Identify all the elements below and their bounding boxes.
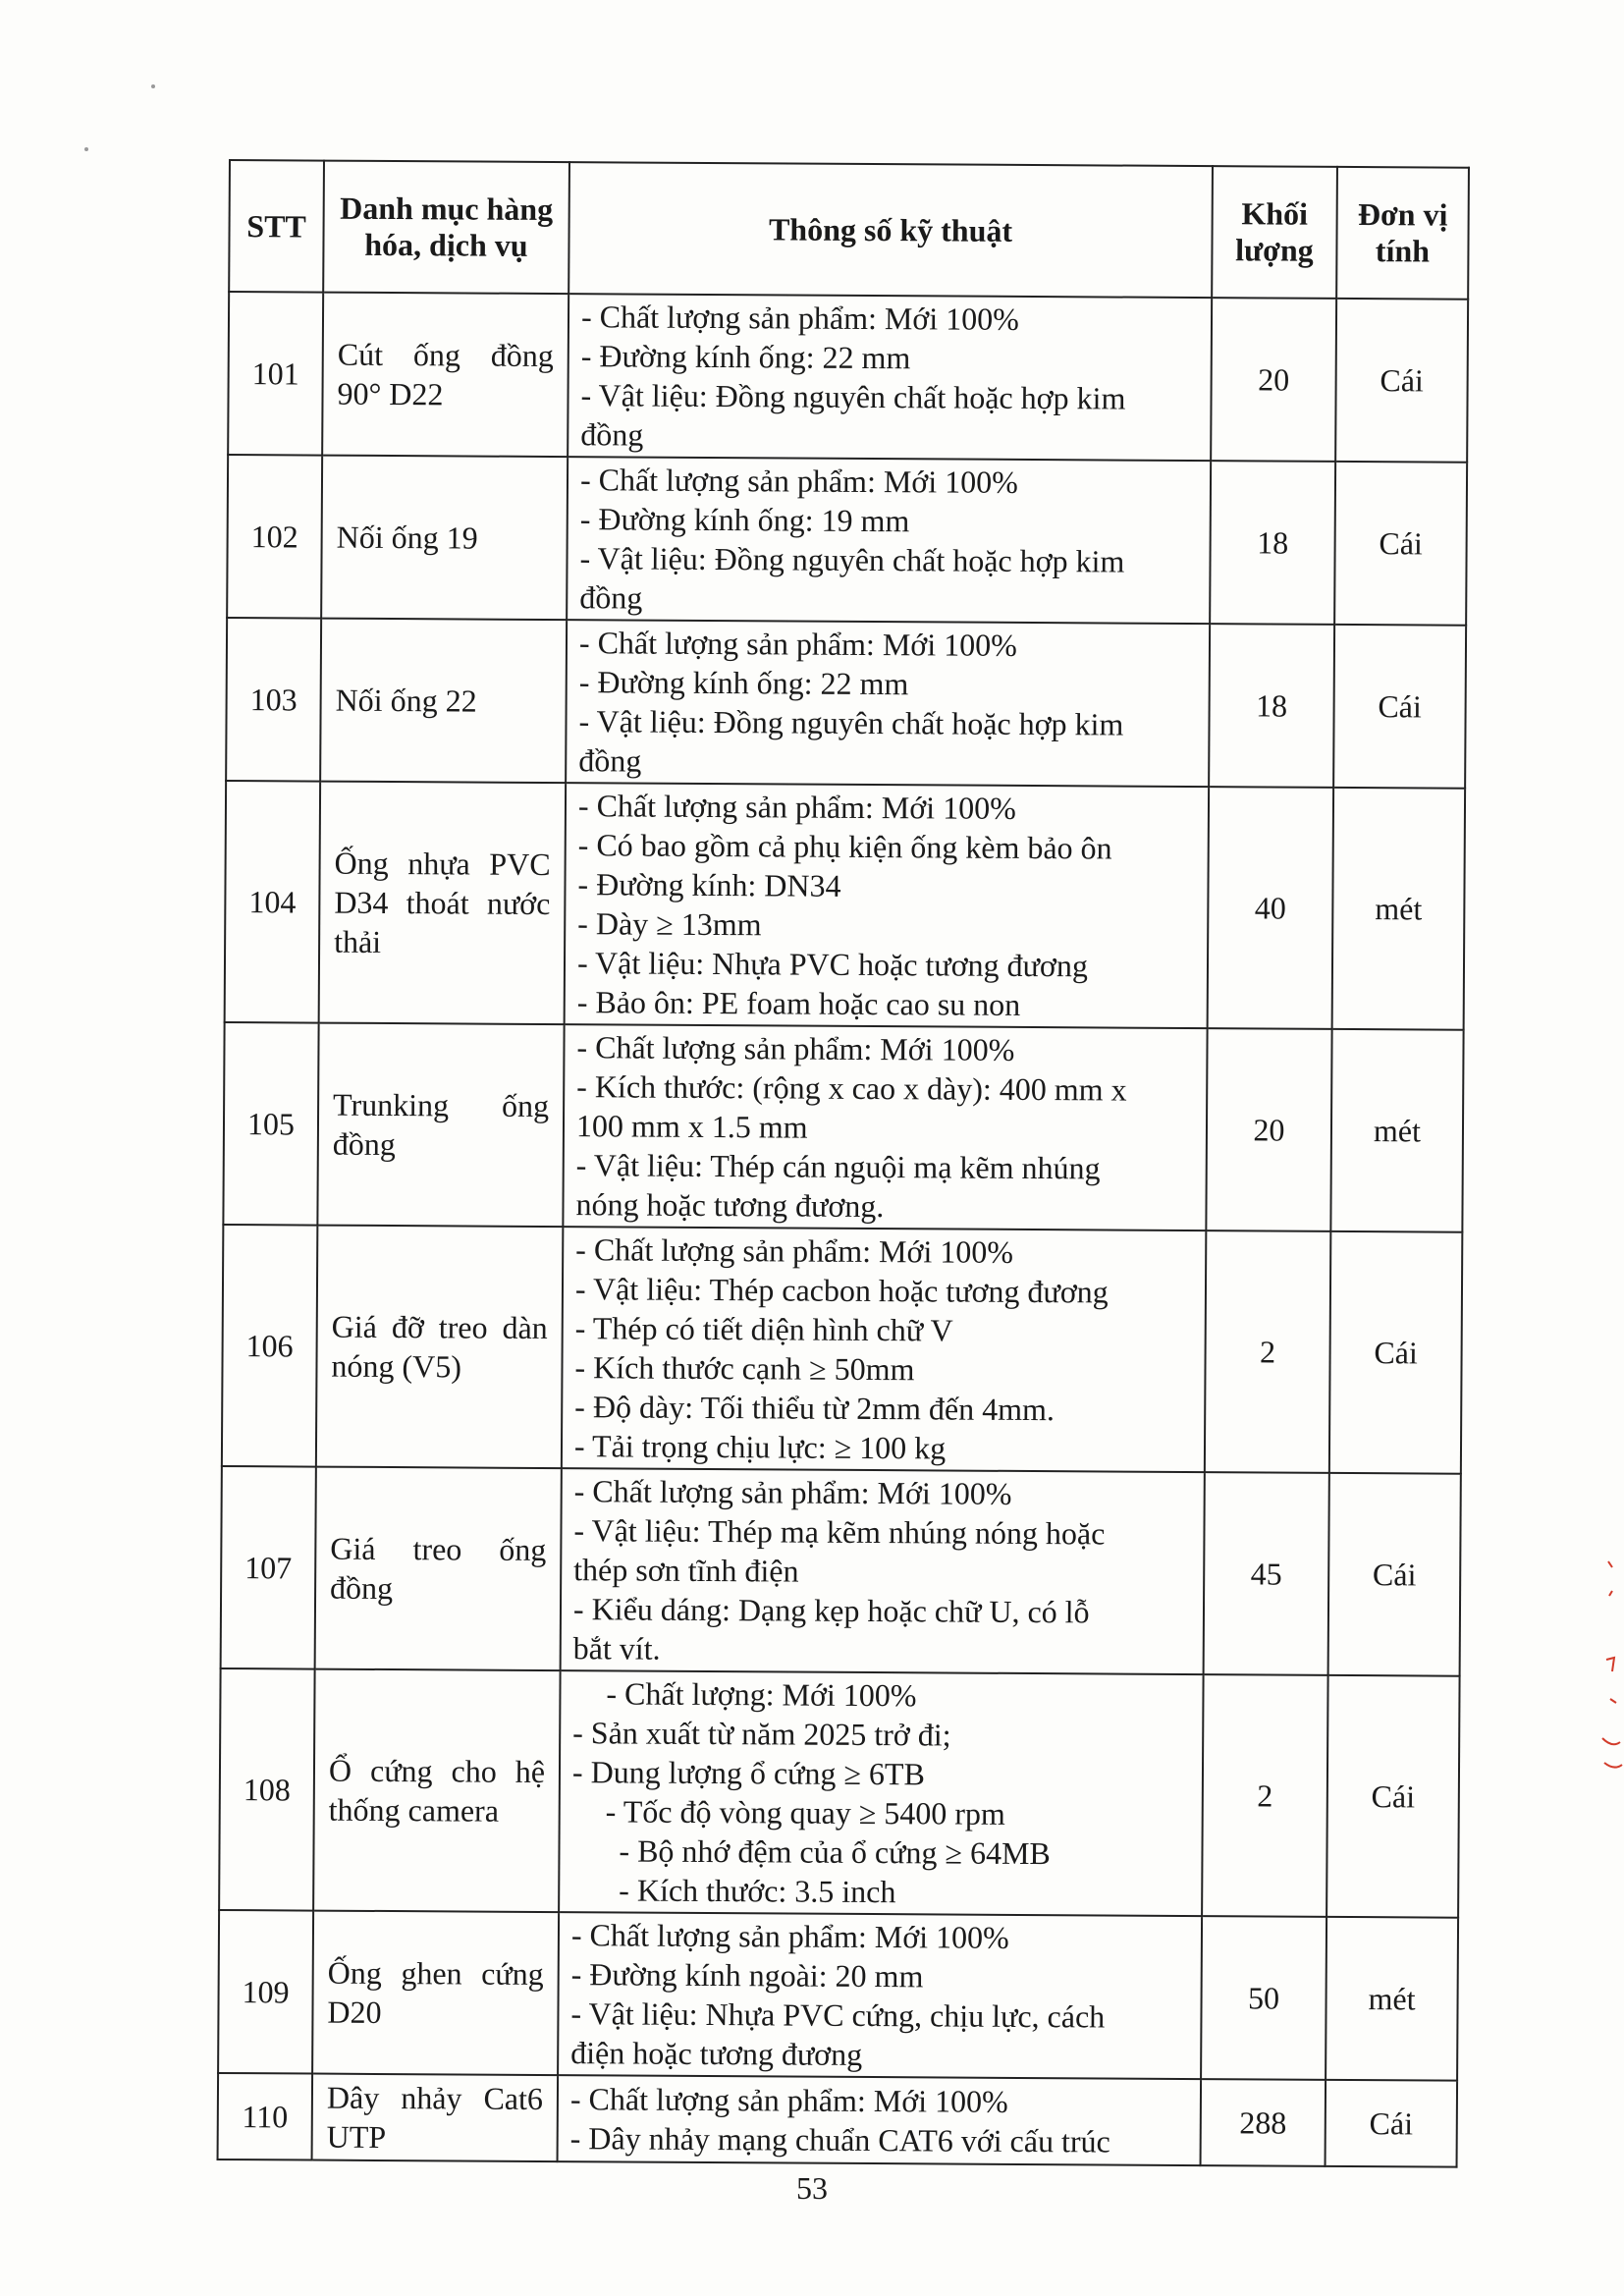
- cell-unit: Cái: [1333, 625, 1466, 789]
- spec-line: đồng: [578, 742, 642, 779]
- cell-unit: mét: [1330, 1029, 1463, 1232]
- spec-line: - Chất lượng sản phẩm: Mới 100%: [579, 462, 1018, 500]
- spec-line: - Chất lượng sản phẩm: Mới 100%: [575, 1231, 1014, 1270]
- table-row: [221, 1466, 1461, 1676]
- cell-quantity: 2: [1205, 1230, 1331, 1473]
- cell-stt: 109: [218, 1910, 313, 2074]
- page-number: 53: [796, 2170, 828, 2206]
- cell-item-name: Giá đỡ treo dàn nóng (V5): [316, 1226, 563, 1469]
- spec-line: - Kích thước cạnh ≥ 50mm: [574, 1349, 915, 1388]
- cell-unit: Cái: [1335, 299, 1468, 463]
- spec-line: nóng hoặc tương đương.: [575, 1186, 885, 1225]
- cell-unit: Cái: [1326, 1675, 1460, 1918]
- table-row: [225, 781, 1465, 1030]
- spec-line: - Kích thước: 3.5 inch: [619, 1872, 896, 1910]
- spec-line: - Chất lượng sản phẩm: Mới 100%: [580, 299, 1019, 337]
- table-row: [222, 1225, 1462, 1474]
- scan-speck: [84, 147, 88, 151]
- cell-quantity: 18: [1210, 461, 1335, 625]
- spec-line: - Kích thước: (rộng x cao x dày): 400 mm x: [576, 1068, 1127, 1108]
- table-row: [227, 455, 1467, 626]
- spec-line: - Bộ nhớ đệm của ổ cứng ≥ 64MB: [619, 1832, 1051, 1872]
- table-header-row: [229, 160, 1469, 300]
- cell-stt: 101: [228, 292, 323, 456]
- table-row: [219, 1668, 1459, 1918]
- cell-technical-spec: [559, 1670, 1203, 1916]
- spec-line: - Chất lượng: Mới 100%: [606, 1675, 917, 1714]
- spec-line: - Chất lượng sản phẩm: Mới 100%: [573, 1473, 1012, 1511]
- cell-item-name: Trunking ống đồng: [317, 1023, 564, 1228]
- scan-speck: [151, 84, 155, 88]
- spec-line: bắt vít.: [572, 1630, 661, 1667]
- spec-line: - Vật liệu: Thép cacbon hoặc tương đương: [574, 1271, 1109, 1310]
- spec-line: - Vật liệu: Nhựa PVC hoặc tương đương: [576, 945, 1088, 984]
- margin-stamp-mark: [1591, 1532, 1624, 1827]
- spec-line: - Vật liệu: Đồng nguyên chất hoặc hợp kim: [578, 703, 1124, 742]
- cell-technical-spec: [561, 1468, 1205, 1674]
- spec-line: - Vật liệu: Nhựa PVC cứng, chịu lực, cách: [570, 1995, 1106, 2035]
- header-stt: STT: [229, 160, 324, 293]
- cell-stt: 102: [227, 455, 322, 619]
- spec-line: điện hoặc tương đương: [570, 2035, 863, 2072]
- cell-quantity: 45: [1204, 1472, 1329, 1675]
- cell-technical-spec: [566, 620, 1210, 787]
- table-row: [223, 1022, 1463, 1232]
- header-technical-spec: Thông số kỹ thuật: [568, 162, 1213, 298]
- spec-line: - Độ dày: Tối thiểu từ 2mm đến 4mm.: [574, 1389, 1056, 1428]
- spec-line: - Dây nhảy mạng chuẩn CAT6 với cấu trúc: [569, 2120, 1110, 2159]
- spec-line: đồng: [580, 416, 644, 453]
- spec-line: - Vật liệu: Đồng nguyên chất hoặc hợp kim: [580, 377, 1126, 416]
- spec-line: - Bảo ôn: PE foam hoặc cao su non: [576, 984, 1021, 1022]
- cell-unit: Cái: [1326, 2080, 1458, 2167]
- cell-technical-spec: [568, 294, 1212, 461]
- cell-unit: Cái: [1328, 1473, 1461, 1676]
- cell-quantity: 20: [1206, 1028, 1331, 1231]
- header-quantity: Khối lượng: [1212, 166, 1337, 299]
- cell-quantity: 40: [1208, 787, 1334, 1029]
- cell-stt: 105: [223, 1022, 318, 1226]
- cell-item-name: Giá treo ống đồng: [315, 1467, 562, 1671]
- cell-unit: mét: [1332, 788, 1466, 1030]
- cell-item-name: Nối ống 19: [321, 456, 568, 621]
- cell-stt: 103: [226, 618, 321, 782]
- product-spec-table: [217, 159, 1470, 2168]
- table-row: [228, 292, 1468, 463]
- spec-line: - Tốc độ vòng quay ≥ 5400 rpm: [605, 1793, 1005, 1831]
- cell-item-name: Nối ống 22: [320, 619, 567, 784]
- table-body: [218, 292, 1469, 2167]
- spec-line: - Chất lượng sản phẩm: Mới 100%: [577, 788, 1016, 826]
- spec-line: - Chất lượng sản phẩm: Mới 100%: [569, 2081, 1008, 2119]
- cell-quantity: 18: [1209, 624, 1334, 788]
- header-item-name: Danh mục hàng hóa, dịch vụ: [323, 161, 569, 295]
- cell-quantity: 2: [1202, 1674, 1328, 1917]
- cell-unit: Cái: [1329, 1231, 1463, 1474]
- spec-line: - Vật liệu: Đồng nguyên chất hoặc hợp kim: [579, 540, 1125, 579]
- cell-technical-spec: [558, 2075, 1202, 2165]
- cell-item-name: Dây nhảy Cat6 UTP: [312, 2074, 559, 2162]
- spec-line: đồng: [579, 579, 643, 616]
- cell-technical-spec: [563, 1024, 1207, 1230]
- cell-stt: 110: [218, 2073, 313, 2160]
- spec-line: - Dày ≥ 13mm: [577, 905, 762, 943]
- spec-line: 100 mm x 1.5 mm: [575, 1108, 808, 1145]
- cell-item-name: Ống nhựa PVC D34 thoát nước thải: [319, 782, 566, 1025]
- spec-line: - Dung lượng ổ cứng ≥ 6TB: [571, 1754, 926, 1792]
- spec-line: - Đường kính: DN34: [577, 866, 841, 903]
- cell-quantity: 20: [1211, 298, 1336, 462]
- header-unit: Đơn vị tính: [1336, 167, 1469, 300]
- cell-stt: 108: [219, 1668, 315, 1911]
- table-row: [218, 1910, 1458, 2081]
- spec-line: - Đường kính ống: 22 mm: [580, 338, 911, 376]
- spec-line: thép sơn tĩnh điện: [573, 1552, 799, 1589]
- cell-stt: 107: [221, 1466, 316, 1669]
- cell-item-name: Ổ cứng cho hệ thống camera: [313, 1669, 560, 1913]
- spec-line: - Chất lượng sản phẩm: Mới 100%: [576, 1029, 1015, 1067]
- cell-technical-spec: [562, 1227, 1206, 1472]
- cell-stt: 106: [222, 1225, 318, 1467]
- cell-technical-spec: [558, 1912, 1202, 2079]
- cell-item-name: Ống ghen cứng D20: [312, 1911, 559, 2076]
- spec-line: - Chất lượng sản phẩm: Mới 100%: [570, 1917, 1009, 1955]
- cell-item-name: Cút ống đồng 90° D22: [322, 293, 568, 458]
- table-row: [218, 2073, 1458, 2167]
- cell-quantity: 288: [1201, 2079, 1326, 2166]
- spec-line: - Kiểu dáng: Dạng kẹp hoặc chữ U, có lỗ: [572, 1591, 1090, 1630]
- spec-line: - Vật liệu: Thép mạ kẽm nhúng nóng hoặc: [573, 1512, 1106, 1552]
- cell-unit: Cái: [1334, 462, 1467, 626]
- spec-line: - Có bao gồm cả phụ kiện ống kèm bảo ôn: [577, 827, 1112, 866]
- spec-line: - Sản xuất từ năm 2025 trở đi;: [572, 1715, 951, 1753]
- spec-line: - Đường kính ngoài: 20 mm: [570, 1956, 924, 1995]
- spec-line: - Tải trọng chịu lực: ≥ 100 kg: [573, 1428, 947, 1466]
- spec-line: - Chất lượng sản phẩm: Mới 100%: [578, 625, 1017, 663]
- cell-unit: mét: [1326, 1917, 1458, 2081]
- cell-technical-spec: [567, 457, 1211, 624]
- table-row: [226, 618, 1466, 789]
- spec-line: - Đường kính ống: 22 mm: [578, 664, 909, 702]
- cell-stt: 104: [225, 781, 321, 1023]
- cell-technical-spec: [565, 783, 1209, 1028]
- cell-quantity: 50: [1201, 1916, 1326, 2080]
- spec-line: - Thép có tiết diện hình chữ V: [574, 1310, 953, 1348]
- spec-line: - Đường kính ống: 19 mm: [579, 501, 910, 539]
- spec-line: - Vật liệu: Thép cán nguội mạ kẽm nhúng: [575, 1147, 1101, 1186]
